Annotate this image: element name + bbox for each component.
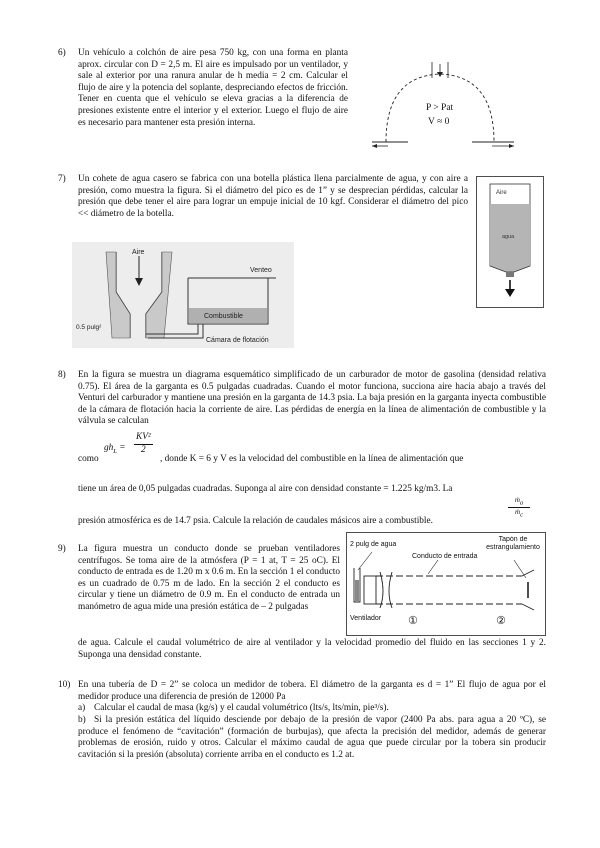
carburetor-figure <box>72 242 294 348</box>
bottle-nozzle <box>506 272 514 277</box>
ratio-den-sub: c <box>520 511 523 519</box>
manometer-label: 2 pulg de agua <box>350 541 397 548</box>
problem-6-number: 6) <box>58 48 66 58</box>
carb-air-label: Aire <box>132 249 145 256</box>
throttle-label: Tapón de estrangulamiento <box>486 536 540 551</box>
carb-vent-label: Venteo <box>250 267 272 274</box>
eq-lhs-sub: L <box>113 447 117 455</box>
ratio-den: ṁ <box>515 508 521 517</box>
problem-8-text-3: tiene un área de 0,05 pulgadas cuadradas. Suponga al aire con densidad constante = 1.225 kg/m3. La <box>78 484 453 494</box>
carb-chamber-label: Cámara de flotación <box>206 337 269 344</box>
fan-label: Ventilador <box>350 615 382 622</box>
hovercraft-figure <box>368 62 518 157</box>
carb-fuel-label: Combustible <box>204 313 243 320</box>
problem-7-number: 7) <box>58 174 66 184</box>
problem-8-text-4: presión atmosférica es de 14.7 psia. Calcule la relación de caudales másicos aire a combustible. <box>78 516 433 526</box>
fan-duct-figure <box>346 532 546 636</box>
carb-throat-label: 0.5 pulg² <box>76 324 102 331</box>
problem-10-a-label: a) <box>78 703 86 713</box>
problem-10-text: En una tubería de D = 2” se coloca un medidor de tobera. El diámetro de la garganta es d = 1” El flujo de agua por el medidor produce una diferencia de presión de 12000 Pa <box>78 680 546 702</box>
eq-numerator: KV² <box>134 432 153 445</box>
problem-6-text: Un vehículo a colchón de aire pesa 750 kg, con una forma en planta aprox. circular con D = 2,5 m. El aire es impulsado por un ventilador, y sale al exterior por una ranura anular de h media = 2 cm. Calcular el flujo de aire y la potencia del soplante, despreciando efectos de fricción. Tener en cuenta que el vehículo se eleva gracias a la diferencia de presiones existente entre el interior y el exterior. Luego el flujo de aire es necesario para mantener esta presión interna. <box>78 48 348 128</box>
problem-8-number: 8) <box>58 370 66 380</box>
bottle-air-label: Aire <box>496 190 507 196</box>
ratio-num: ṁ <box>514 496 520 504</box>
problem-10-b-text: Si la presión estática del líquido desciende por debajo de la presión de vapor (2400 Pa abs. para agua a 20 ºC), se produce el fenómeno de “cavitación” (formación de burbujas), que afecta la precisión del medidor, además de generar problemas de erosión, ruido y otros. Calcular el máximo caudal de agua que puede circular por la tobera sin producir cavitación si la presión (absoluta) corriente arriba en el conducto es 1.2 at. <box>78 715 546 760</box>
eq-denominator: 2 <box>141 444 146 455</box>
problem-9-text-2: de agua. Calcule el caudal volumétrico de aire al ventilador y la velocidad promedio del fluido en las secciones 1 y 2. Suponga una densidad constante. <box>78 638 546 660</box>
eq-lhs: gh <box>104 443 114 453</box>
section-2-label: ② <box>496 614 506 627</box>
bottle-figure <box>476 176 544 308</box>
problem-9-text: La figura muestra un conducto donde se prueban ventiladores centrífugos. Se toma aire de la atmósfera (P = 1 at, T = 25 oC). El conducto de entrada es de 1.20 m x 0.6 m. En la sección 1 el conducto es un cuadrado de 0.75 m de lado. En la sección 2 el conducto es circular y tiene un diámetro de 0.9 m. En el conducto de entrada un manómetro de agua mide una presión estática de – 2 pulgadas <box>78 544 340 612</box>
problem-8-text-2: , donde K = 6 y V es la velocidad del combustible en la línea de alimentación que <box>160 454 464 464</box>
section-1-label: ① <box>408 614 418 627</box>
problem-9-number: 9) <box>58 544 66 554</box>
problem-8-text: En la figura se muestra un diagrama esquemático simplificado de un carburador de motor de gasolina (densidad relativa 0.75). El área de la garganta es 0.5 pulgadas cuadradas. Cuando el motor funciona, succiona aire hacia abajo a través del Venturi del carburador y mantiene una presión en la garganta de 14.3 psia. La baja presión en la garganta inyecta combustible de la cámara de flotación hacia la corriente de aire. Las pérdidas de energía en la línea de alimentación de combustible y la válvula se calculan <box>78 370 546 427</box>
pressure-label: P > Pat <box>426 103 454 113</box>
problem-10-b-label: b) <box>78 715 86 725</box>
como-label: como <box>78 454 99 464</box>
ratio-num-sub: a <box>519 499 524 507</box>
problem-10-number: 10) <box>58 680 71 690</box>
problem-10-a-text: Calcular el caudal de masa (kg/s) y el caudal volumétrico (lts/s, lts/min, pie³/s). <box>94 703 389 713</box>
problem-7-text: Un cohete de agua casero se fabrica con una botella plástica llena parcialmente de agua, y con aire a presión, como muestra la figura. Si el diámetro del pico es de 1” y se desprecian pérdidas, calcular la presión que debe tener el aire para lograr un empuje inicial de 10 kgf. Considerar el diámetro del pico << diámetro de la botella. <box>78 174 468 219</box>
mass-flow-ratio <box>508 496 530 520</box>
inlet-duct-label: Conducto de entrada <box>412 553 478 560</box>
bottle-water-label: agua <box>502 234 515 240</box>
velocity-label: V ≈ 0 <box>428 117 450 127</box>
